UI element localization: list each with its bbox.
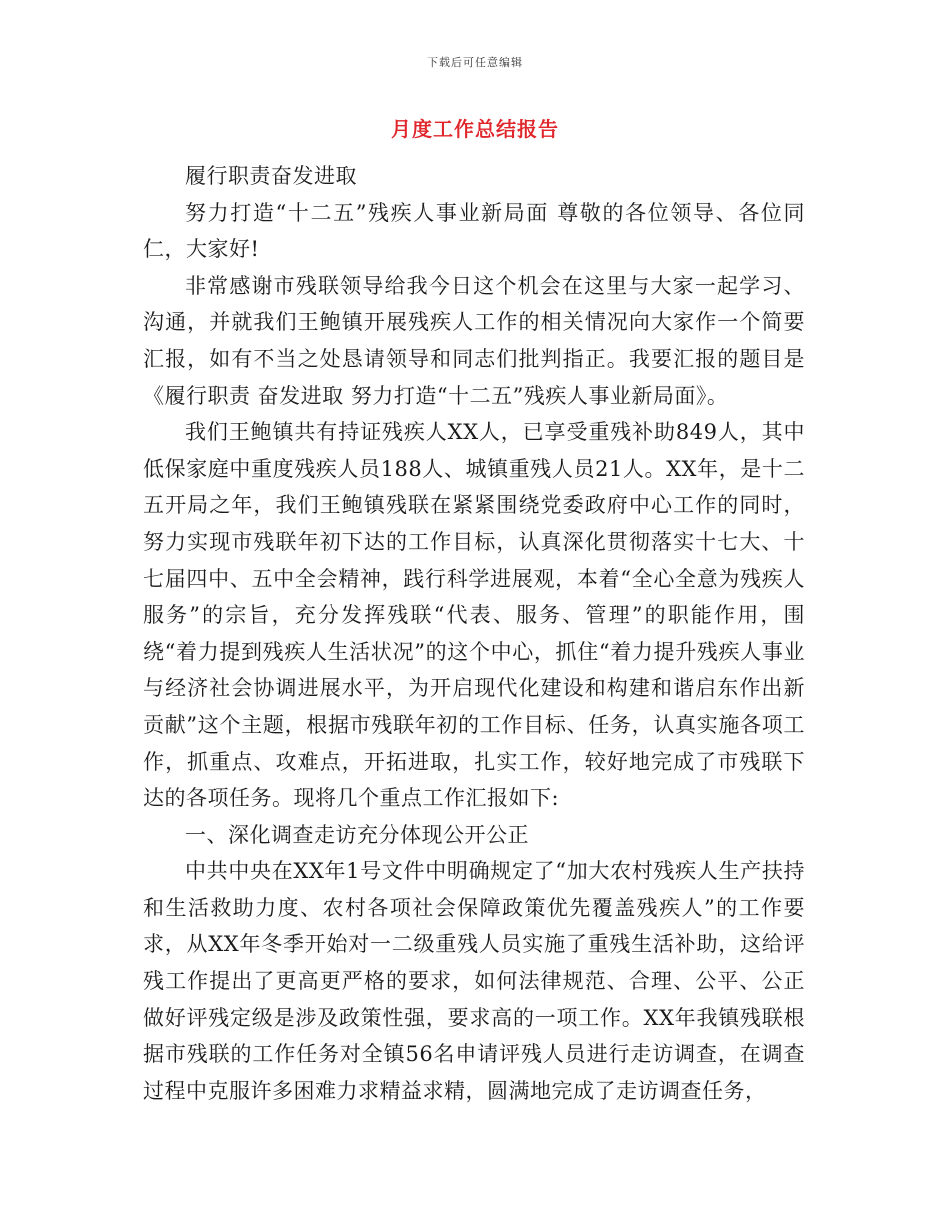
paragraph-intro: 非常感谢市残联领导给我今日这个机会在这里与大家一起学习、沟通，并就我们王鲍镇开展残疾人工作的相关情况向大家作一个简要汇报，如有不当之处恳请领导和同志们批判指正。我要汇报的题目是《履行职责 奋发进取 努力打造“十二五”残疾人事业新局面》。 [143,273,805,408]
paragraph-section-1: 中共中央在XX年1号文件中明确规定了“加大农村残疾人生产扶持和生活救助力度、农村各项社会保障政策优先覆盖残疾人”的工作要求，从XX年冬季开始对一二级重残人员实施了重残生活补助，这给评残工作提出了更高更严格的要求，如何法律规范、合理、公平、公正做好评残定级是涉及政策性强，要求高的一项工作。XX年我镇残联根据市残联的工作任务对全镇56名申请评残人员进行走访调查，在调查过程中克服许多困难力求精益求精，圆满地完成了走访调查任务， [143,859,805,1103]
document-title: 月度工作总结报告 [391,117,559,141]
paragraph-overview: 我们王鲍镇共有持证残疾人XX人，已享受重残补助849人，其中低保家庭中重度残疾人员188人、城镇重残人员21人。XX年，是十二五开局之年，我们王鲍镇残联在紧紧围绕党委政府中心工作的同时，努力实现市残联年初下达的工作目标，认真深化贯彻落实十七大、十七届四中、五中全会精神，践行科学进展观，本着“全心全意为残疾人服务”的宗旨，充分发挥残联“代表、服务、管理”的职能作用，围绕“着力提到残疾人生活状况”的这个中心，抓住“着力提升残疾人事业与经济社会协调进展水平，为开启现代化建设和构建和谐启东作出新贡献”这个主题，根据市残联年初的工作目标、任务，认真实施各项工作，抓重点、攻难点，开拓进取，扎实工作，较好地完成了市残联下达的各项任务。现将几个重点工作汇报如下: [143,420,805,811]
document-body [143,158,805,1109]
section-heading-1: 一、深化调查走访充分体现公开公正 [185,822,529,847]
header-note: 下载后可任意编辑 [427,56,523,69]
paragraph-greeting: 努力打造“十二五”残疾人事业新局面 尊敬的各位领导、各位同仁，大家好! [143,200,805,262]
paragraph-subtitle: 履行职责奋发进取 [185,164,357,188]
